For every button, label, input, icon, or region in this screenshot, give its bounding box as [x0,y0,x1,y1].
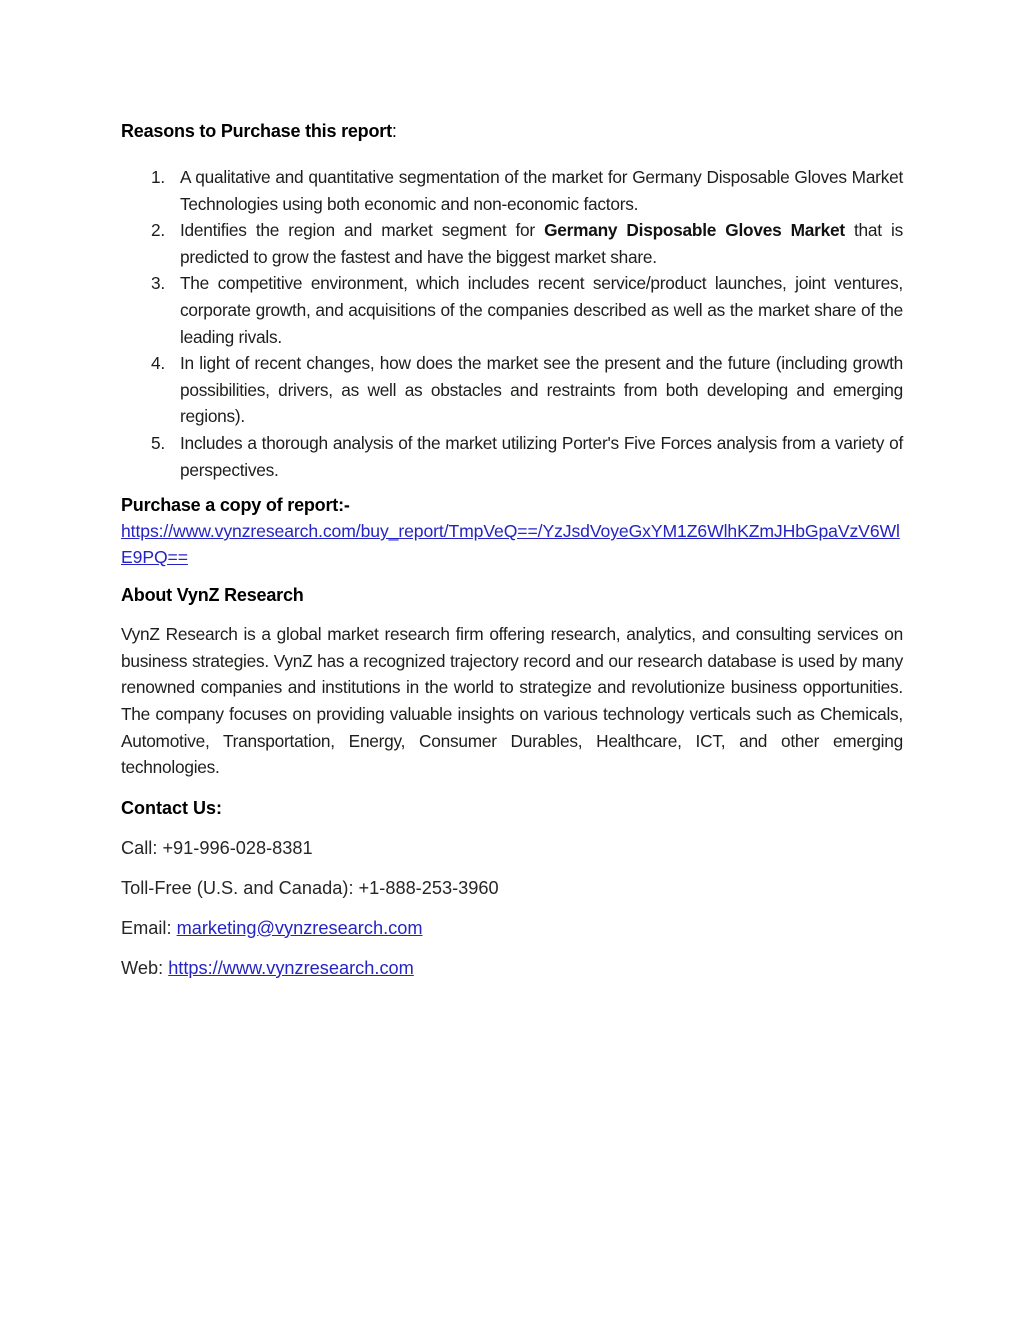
contact-call-line [121,835,903,861]
reason-text-segment: Includes a thorough analysis of the market utilizing Porter's Five Forces analysis from a variety of perspectives. [180,432,903,480]
reasons-list [121,164,903,483]
list-number: 1. [151,167,165,187]
reason-text-segment: A qualitative and quantitative segmentation of the market for Germany Disposable Gloves Market Technologies using both economic and non-economic factors. [180,167,903,214]
reason-item-3 [121,270,903,350]
reason-item-5 [121,430,903,483]
list-number: 2. [151,220,165,241]
list-number: 4. [151,353,165,374]
list-number: 3. [151,273,165,294]
about-paragraph: VynZ Research is a global market research firm offering research, analytics, and consulting services on business strategies. VynZ has a recognized trajectory record and our research database is used by many renowned companies and institutions in the world to strategize and revolutionize business opportunities. The company focuses on providing valuable insights on various technology verticals such as Chemicals, Automotive, Transportation, Energy, Consumer Durables, Healthcare, ICT, and other emerging technologies. [121,624,903,778]
purchase-heading: Purchase a copy of report:- [121,495,350,516]
tollfree-label: Toll-Free (U.S. and Canada): [121,877,359,898]
reasons-heading-text: Reasons to Purchase this report [121,121,392,141]
reason-text-segment: that is predicted to grow the fastest and have the biggest market share. [180,220,903,267]
reason-text-bold: Germany Disposable Gloves Market [544,220,845,241]
call-number: +91-996-028-8381 [162,837,313,858]
contact-web-line [121,955,903,981]
reason-text [180,270,903,350]
reason-text [180,350,903,430]
reason-text-segment: In light of recent changes, how does the market see the present and the future (including growth possibilities, drivers, as well as obstacles and restraints from both developing and emerging regions). [180,353,903,427]
buy-report-link[interactable]: https://www.vynzresearch.com/buy_report/TmpVeQ==/YzJsdVoyeGxYM1Z6WlhKZmJHbGpaVzV6WlE9PQ== [121,521,900,568]
about-heading: About VynZ Research [121,585,304,606]
contact-email-line [121,915,903,941]
contact-heading: Contact Us: [121,797,223,818]
purchase-block [121,492,903,570]
email-label: Email: [121,917,177,938]
reason-text [180,164,903,217]
reason-text [180,217,903,270]
reasons-heading [121,119,903,143]
web-label: Web: [121,957,169,978]
reasons-heading-colon: : [391,121,397,141]
email-link[interactable]: marketing@vynzresearch.com [176,917,423,938]
website-link[interactable]: https://www.vynzresearch.com [168,957,414,978]
reason-text-segment: Identifies the region and market segment for [180,220,545,241]
reason-text-segment: The competitive environment, which includes recent service/product launches, joint ventures, corporate growth, and acquisitions of the companies described as well as the market share of the leading rivals. [180,273,903,347]
contact-tollfree-line [121,875,903,901]
tollfree-number: +1-888-253-3960 [358,877,499,898]
reason-item-1 [121,164,903,217]
call-label: Call: [121,837,163,858]
reason-item-4 [121,350,903,430]
reason-item-2 [121,217,903,270]
list-number: 5. [151,432,165,453]
reason-text [180,430,903,483]
